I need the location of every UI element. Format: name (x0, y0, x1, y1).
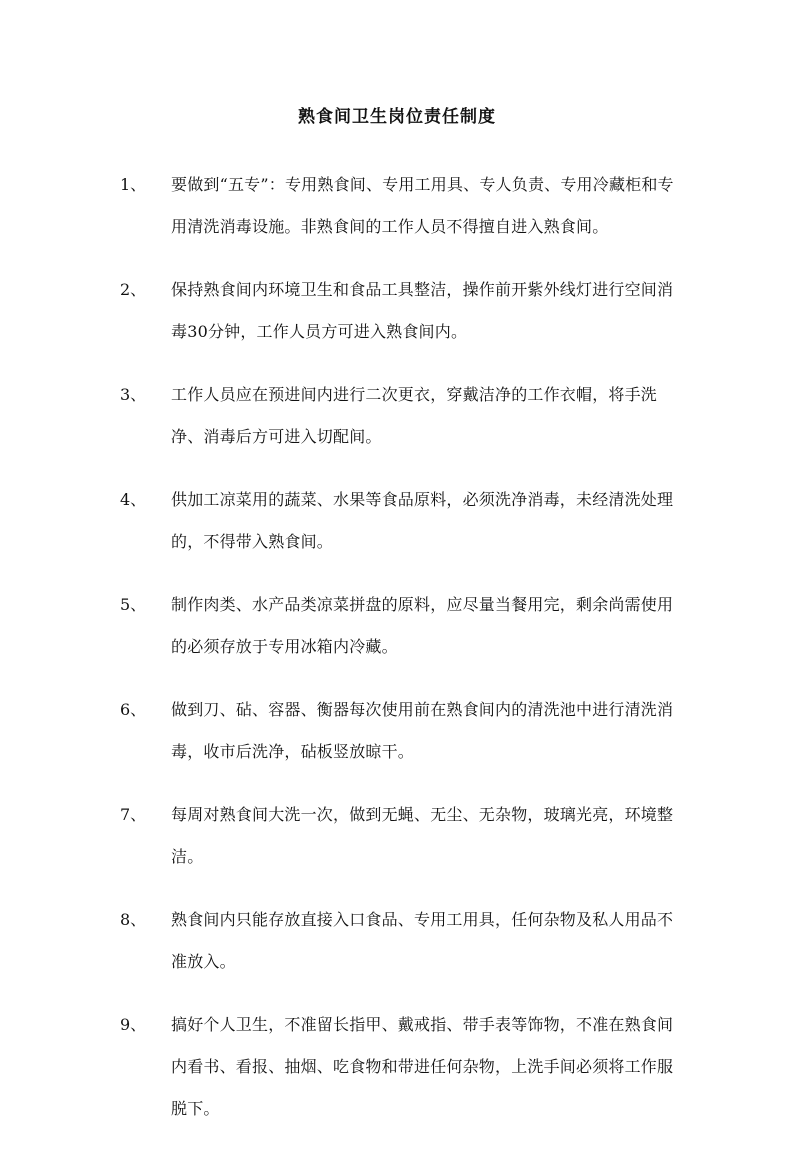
list-item-number: 1、 (120, 175, 147, 194)
list-item-text: 搞好个人卫生，不准留长指甲、戴戒指、带手表等饰物，不准在熟食间内看书、看报、抽烟、吃食物和带进任何杂物，上洗手间必须将工作服脱下。 (171, 1015, 674, 1118)
list-item-9 (120, 1004, 680, 1130)
list-item-text: 保持熟食间内环境卫生和食品工具整洁，操作前开紫外线灯进行空间消毒30分钟，工作人员方可进入熟食间内。 (171, 280, 674, 341)
list-item-number: 2、 (120, 280, 147, 299)
regulation-list (120, 164, 680, 1151)
list-item-number: 4、 (120, 490, 147, 509)
list-item-number: 8、 (120, 910, 147, 929)
list-item-text: 每周对熟食间大洗一次，做到无蝇、无尘、无杂物，玻璃光亮，环境整洁。 (171, 805, 674, 866)
list-item-text: 做到刀、砧、容器、衡器每次使用前在熟食间内的清洗池中进行清洗消毒，收市后洗净，砧板竖放晾干。 (171, 700, 674, 761)
document-title: 熟食间卫生岗位责任制度 (298, 107, 496, 127)
list-item-number: 7、 (120, 805, 147, 824)
list-item-number: 9、 (120, 1015, 147, 1034)
list-item-2 (120, 269, 680, 353)
list-item-text: 供加工凉菜用的蔬菜、水果等食品原料，必须洗净消毒，未经清洗处理的，不得带入熟食间。 (171, 490, 674, 551)
list-item-text: 要做到“五专”：专用熟食间、专用工用具、专人负责、专用冷藏柜和专用清洗消毒设施。非熟食间的工作人员不得擅自进入熟食间。 (171, 175, 674, 236)
list-item-1 (120, 164, 680, 248)
list-item-5 (120, 584, 680, 668)
list-item-6 (120, 689, 680, 773)
list-item-3 (120, 374, 680, 458)
list-item-text: 制作肉类、水产品类凉菜拼盘的原料，应尽量当餐用完，剩余尚需使用的必须存放于专用冰箱内冷藏。 (171, 595, 674, 656)
list-item-number: 5、 (120, 595, 147, 614)
list-item-number: 3、 (120, 385, 147, 404)
list-item-text: 工作人员应在预进间内进行二次更衣，穿戴洁净的工作衣帽，将手洗净、消毒后方可进入切配间。 (171, 385, 658, 446)
list-item-7 (120, 794, 680, 878)
list-item-text: 熟食间内只能存放直接入口食品、专用工用具，任何杂物及私人用品不准放入。 (171, 910, 674, 971)
list-item-number: 6、 (120, 700, 147, 719)
list-item-8 (120, 899, 680, 983)
list-item-4 (120, 479, 680, 563)
